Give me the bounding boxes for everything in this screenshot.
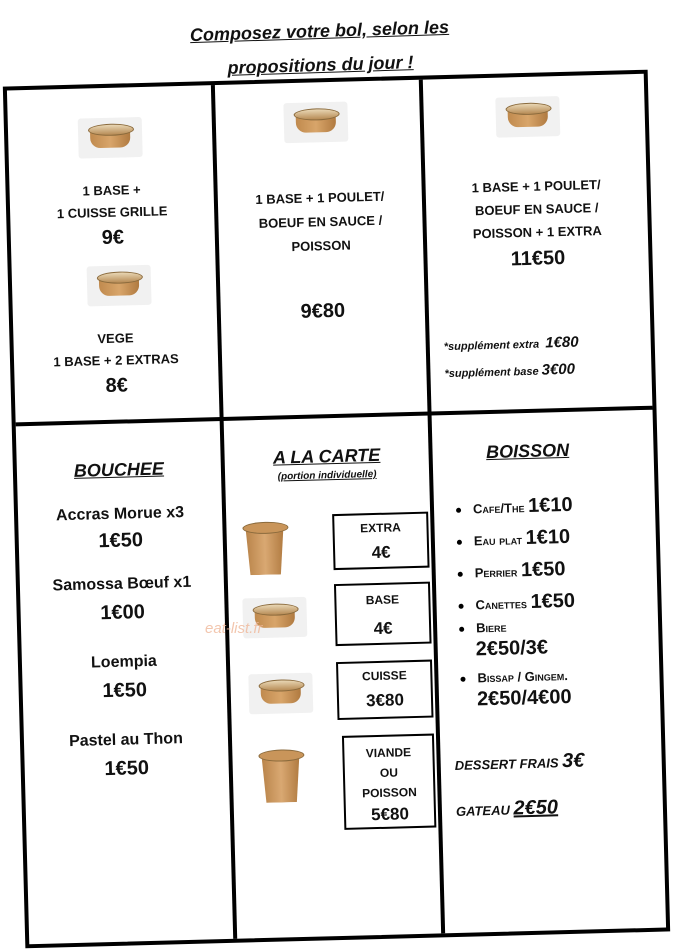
- bouchee-title: BOUCHEE: [73, 458, 165, 481]
- carte-item-viande: VIANDE OU POISSON 5€80: [342, 734, 436, 830]
- bol2-line1: 1 BASE + 1 POULET/: [255, 188, 385, 208]
- cup-image: [258, 749, 303, 804]
- watermark: eat-list.fr: [205, 620, 263, 637]
- carte-cell: [224, 416, 441, 939]
- carte-item-base: BASE 4€: [334, 582, 432, 646]
- bol3-line2: BOEUF EN SAUCE /: [474, 200, 599, 219]
- drink-item: Perrier 1€50: [457, 558, 565, 584]
- title-line-1: Composez votre bol, selon les: [189, 16, 450, 46]
- bouchee-item-price: 1€50: [104, 757, 150, 781]
- boisson-cell: [432, 410, 666, 934]
- bol2-price: 9€80: [300, 299, 346, 323]
- vege-line: 1 BASE + 2 EXTRAS: [53, 351, 179, 370]
- bol-cell-3: [423, 74, 653, 412]
- bol1-price: 9€: [101, 226, 125, 250]
- bol3-line3: POISSON + 1 EXTRA: [472, 222, 602, 242]
- drink-price: 2€50/3€: [475, 636, 549, 661]
- drink-item: Cafe/The 1€10: [456, 494, 573, 520]
- supplement-base: *supplément base 3€00: [444, 360, 576, 381]
- bol1-line1: 1 BASE +: [82, 182, 141, 199]
- dessert-item: DESSERT FRAIS 3€: [454, 749, 585, 773]
- carte-subtitle: (portion individuelle): [277, 468, 377, 483]
- bol1-line2: 1 CUISSE GRILLE: [56, 203, 168, 222]
- drink-item: Bissap / Gingem.: [460, 668, 568, 686]
- bouchee-item-name: Loempia: [90, 652, 158, 672]
- bol2-line3: POISSON: [291, 237, 351, 255]
- bol-cell-2: [215, 80, 428, 417]
- bouchee-item-name: Accras Morue x3: [55, 503, 185, 525]
- bouchee-item-price: 1€00: [100, 601, 146, 625]
- bouchee-cell: [16, 421, 233, 944]
- carte-title: A LA CARTE: [272, 444, 381, 468]
- bol3-price: 11€50: [510, 246, 566, 271]
- bowl-image: [78, 117, 143, 159]
- drink-item: Canettes 1€50: [458, 590, 575, 616]
- menu-grid: [3, 70, 670, 949]
- drink-item: Biere: [459, 620, 507, 636]
- bowl-image: [283, 102, 348, 144]
- bouchee-item-price: 1€50: [102, 679, 148, 703]
- title-line-2: propositions du jour !: [227, 52, 414, 78]
- bowl-image: [495, 96, 560, 138]
- supplement-extra: *supplément extra 1€80: [443, 333, 579, 354]
- gateau-item: GATEAU 2€50: [455, 796, 559, 820]
- vege-label: VEGE: [97, 330, 134, 347]
- bol-cell-1: [7, 85, 220, 422]
- bowl-image: [248, 673, 313, 715]
- drink-price: 2€50/4€00: [476, 685, 572, 711]
- bouchee-item-name: Pastel au Thon: [68, 730, 184, 751]
- cup-image: [242, 521, 287, 576]
- bol3-line1: 1 BASE + 1 POULET/: [471, 176, 601, 196]
- carte-item-extra: EXTRA 4€: [332, 512, 429, 570]
- boisson-title: BOISSON: [485, 439, 570, 463]
- drink-item: Eau plat 1€10: [457, 526, 571, 552]
- vege-price: 8€: [105, 374, 129, 397]
- bouchee-item-price: 1€50: [98, 529, 144, 553]
- bouchee-item-name: Samossa Bœuf x1: [52, 573, 192, 595]
- bol2-line2: BOEUF EN SAUCE /: [258, 212, 383, 231]
- bowl-image: [87, 265, 152, 307]
- carte-item-cuisse: CUISSE 3€80: [336, 660, 433, 720]
